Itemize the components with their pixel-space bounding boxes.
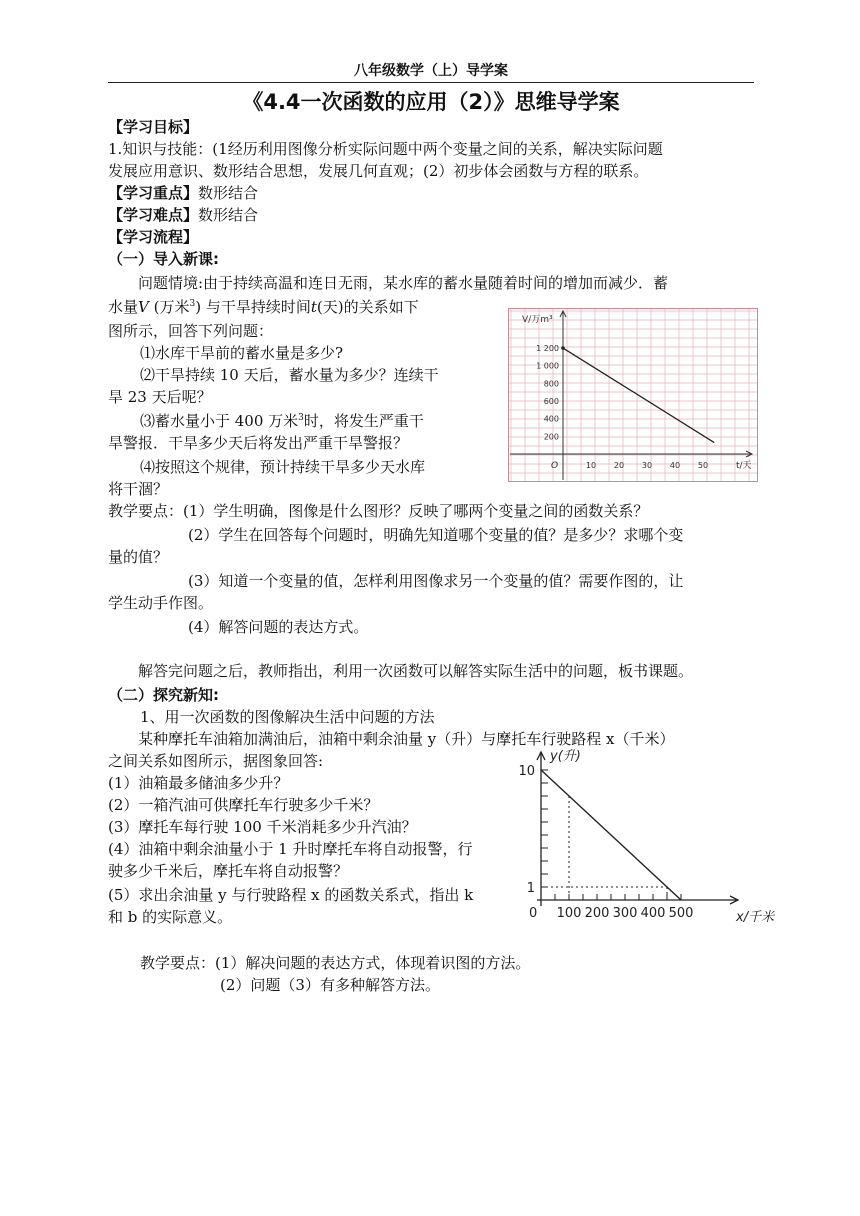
part2-heading: （二）探究新知: [108, 686, 219, 704]
key-heading: 【学习重点】 [108, 184, 199, 202]
y-axis-label: y(升) [550, 749, 581, 764]
data-line [541, 770, 681, 900]
intro-text: 水量 [108, 298, 139, 316]
x-tick-label: 100 [556, 906, 582, 921]
x-tick-label: 20 [613, 461, 625, 470]
variable-v: V [138, 298, 149, 316]
key-text: 数形结合 [198, 184, 259, 202]
teaching-point-1: (1）学生明确，图像是什么图形？反映了哪两个变量之间的函数关系？ [183, 502, 649, 520]
y-tick-label: 400 [543, 414, 559, 424]
part2-question-2: (2）一箱汽油可供摩托车行驶多少千米？ [108, 796, 379, 814]
y-axis-label: V/万m³ [522, 315, 553, 325]
part1-conclusion: 解答完问题之后，教师指出，利用一次函数可以解答实际生活中的问题，板书课题。 [138, 662, 694, 680]
question-text: ⑶蓄水量小于 400 万米 [140, 412, 299, 430]
chart-frame [509, 309, 758, 482]
teaching-points-label: 教学要点： [140, 954, 216, 972]
question-4: ⑷按照这个规律，预计持续干旱多少天水库 [140, 458, 426, 476]
part1-heading: （一）导入新课: [108, 250, 219, 268]
document-title: 《4.4一次函数的应用（2）》思维导学案 [242, 90, 620, 114]
unit-power: 3 [189, 299, 196, 309]
x-tick-label: 500 [668, 906, 694, 921]
teaching-point-2-cont: 量的值？ [108, 548, 169, 566]
x-axis-label: t/天 [736, 461, 752, 471]
part1-intro-line-3: 图所示，回答下列问题： [108, 322, 274, 340]
teaching-point-2: (2）学生在回答每个问题时，明确先知道哪个变量的值？是多少？求哪个变 [188, 526, 684, 544]
part2-subheading: 1、用一次函数的图像解决生活中问题的方法 [140, 708, 435, 726]
goals-heading: 【学习目标】 [108, 118, 199, 136]
part2-question-5: (5）求出余油量 y 与行驶路程 x 的函数关系式，指出 k [108, 886, 474, 904]
part2-teaching-points-1 [140, 952, 530, 974]
teaching-points-label: 教学要点： [108, 502, 184, 520]
teaching-point-3: (3）知道一个变量的值，怎样利用图像求另一个变量的值？需要作图的，让 [188, 572, 684, 590]
question-1: ⑴水库干旱前的蓄水量是多少? [140, 344, 344, 362]
question-2-cont: 旱 23 天后呢？ [108, 388, 212, 406]
origin-label: O [551, 461, 559, 471]
y-tick-label: 1 [526, 881, 535, 896]
part2-intro-line-2: 之间关系如图所示，据图象回答: [108, 752, 324, 770]
question-3 [140, 410, 424, 432]
intro-text: ) 与干旱持续时间 [195, 298, 311, 316]
difficulty-text: 数形结合 [198, 206, 259, 224]
question-2: ⑵干旱持续 10 天后，蓄水量为多少？连续干 [140, 366, 439, 384]
part2-intro-line-1: 某种摩托车油箱加满油后，油箱中剩余油量 y（升）与摩托车行驶路程 x（千米） [138, 730, 675, 748]
part2-question-3: (3）摩托车每行驶 100 千米消耗多少升汽油？ [108, 818, 417, 836]
goal-line-2: 发展应用意识、数形结合思想，发展几何直观；(2）初步体会函数与方程的联系。 [108, 162, 649, 180]
y-tick-label: 200 [543, 432, 559, 442]
question-4-cont: 将干涸？ [108, 480, 169, 498]
intro-text: (天)的关系如下 [316, 298, 419, 316]
x-tick-label: 30 [641, 461, 653, 470]
x-axis-label: x/千米 [736, 910, 775, 922]
course-header: 八年级数学（上）导学案 [354, 63, 508, 79]
x-tick-label: 300 [612, 906, 638, 921]
part2-question-5-cont: 和 b 的实际意义。 [108, 908, 233, 926]
difficulty-heading: 【学习难点】 [108, 206, 199, 224]
part2-question-4: (4）油箱中剩余油量小于 1 升时摩托车将自动报警，行 [108, 840, 473, 858]
y-tick-label: 1 200 [536, 344, 559, 354]
x-tick-label: 50 [697, 461, 709, 470]
part2-teaching-point-1: (1）解决问题的表达方式，体现着识图的方法。 [215, 954, 531, 972]
teaching-point-4: (4）解答问题的表达方式。 [188, 618, 369, 636]
header-rule [108, 82, 754, 83]
origin-label: 0 [529, 906, 538, 921]
x-tick-label: 400 [640, 906, 666, 921]
y-tick-label: 800 [543, 379, 559, 389]
y-tick-label: 600 [543, 397, 559, 407]
teaching-points-1 [108, 500, 648, 522]
question-text: 时，将发生严重干 [303, 412, 424, 430]
x-tick-label: 40 [669, 461, 681, 470]
difficulty-line [108, 204, 258, 226]
key-point-line [108, 182, 258, 204]
fuel-distance-chart [510, 742, 790, 922]
teaching-point-3-cont: 学生动手作图。 [108, 594, 214, 612]
goal-line-1: 1.知识与技能：(1经历利用图像分析实际问题中两个变量之间的关系，解决实际问题 [108, 140, 663, 158]
intro-text: (万米 [148, 298, 190, 316]
water-storage-chart [508, 308, 758, 482]
y-tick-label: 10 [518, 764, 535, 779]
part2-question-1: (1）油箱最多储油多少升？ [108, 774, 289, 792]
part2-teaching-point-2: (2）问题（3）有多种解答方法。 [220, 976, 440, 994]
y-tick-label: 1 000 [536, 361, 559, 371]
part2-question-4-cont: 驶多少千米后，摩托车将自动报警？ [108, 862, 349, 880]
data-point [561, 346, 565, 350]
x-tick-label: 10 [585, 461, 597, 470]
x-tick-label: 200 [584, 906, 610, 921]
flow-heading: 【学习流程】 [108, 228, 199, 246]
part1-intro-line-1: 问题情境:由于持续高温和连日无雨，某水库的蓄水量随着时间的增加而减少．蓄 [138, 274, 669, 292]
part1-intro-line-2 [108, 296, 419, 318]
unit-power: 3 [298, 413, 304, 423]
question-3-cont: 旱警报．干旱多少天后将发出严重干旱警报？ [108, 434, 409, 452]
variable-t: t [310, 298, 317, 316]
